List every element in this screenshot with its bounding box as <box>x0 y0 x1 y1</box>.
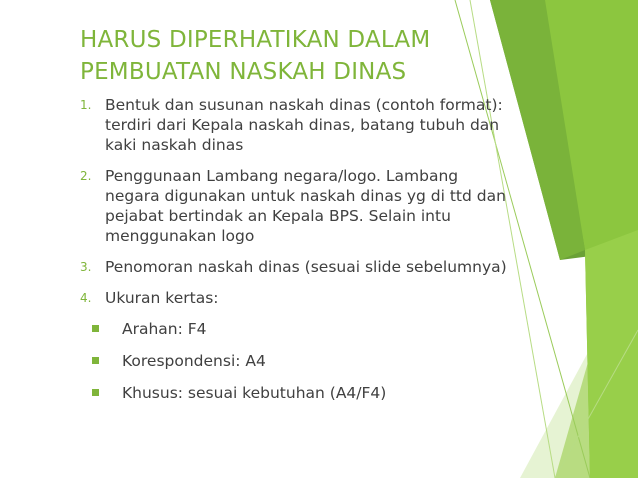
facet-bright <box>585 230 638 478</box>
sub-item-korespondensi <box>80 351 580 371</box>
title-line-1: HARUS DIPERHATIKAN DALAM <box>80 27 431 53</box>
item-number: 1. <box>80 98 92 112</box>
list-item-2 <box>80 166 580 246</box>
item-text-line: pejabat bertindak an Kepala BPS. Selain intu <box>105 207 451 225</box>
item-text-line: Penomoran naskah dinas (sesuai slide sebelumnya) <box>105 258 507 276</box>
sub-item-text: Khusus: sesuai kebutuhan (A4/F4) <box>122 384 387 402</box>
list-item-3 <box>80 257 580 277</box>
item-number: 4. <box>80 291 92 305</box>
item-number: 2. <box>80 169 92 183</box>
item-text-line: menggunakan logo <box>105 227 255 245</box>
title-line-2: PEMBUATAN NASKAH DINAS <box>80 59 407 85</box>
item-text-line: Bentuk dan susunan naskah dinas (contoh format): <box>105 96 503 114</box>
square-bullet-icon <box>92 357 99 364</box>
item-text-line: terdiri dari Kepala naskah dinas, batang tubuh dan <box>105 116 500 134</box>
item-text-line: negara digunakan untuk naskah dinas yg di ttd dan <box>105 187 506 205</box>
item-text-line: Ukuran kertas: <box>105 289 219 307</box>
slide-title <box>80 24 520 88</box>
sub-item-arahan <box>80 319 580 339</box>
list-item-1 <box>80 95 580 155</box>
square-bullet-icon <box>92 325 99 332</box>
content-list <box>80 95 580 415</box>
list-item-4 <box>80 288 580 308</box>
square-bullet-icon <box>92 389 99 396</box>
item-text-line: kaki naskah dinas <box>105 136 244 154</box>
item-number: 3. <box>80 260 92 274</box>
sub-item-khusus <box>80 383 580 403</box>
sub-item-text: Arahan: F4 <box>122 320 207 338</box>
sub-item-text: Korespondensi: A4 <box>122 352 266 370</box>
item-text-line: Penggunaan Lambang negara/logo. Lambang <box>105 167 459 185</box>
